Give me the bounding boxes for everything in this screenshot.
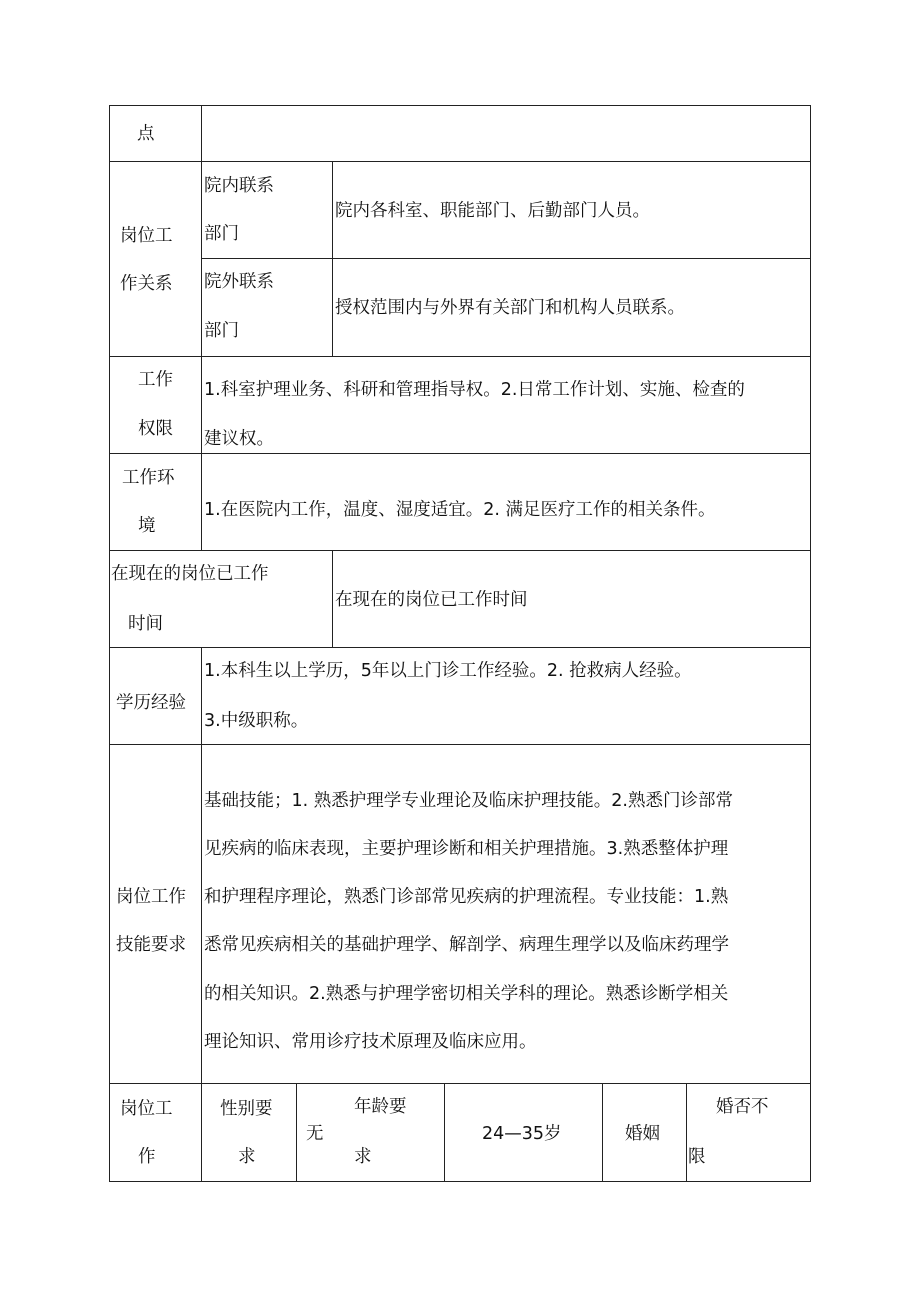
- authority-label-line2: 权限: [138, 419, 173, 439]
- tenure-label-line1: 在现在的岗位已工作: [111, 564, 269, 584]
- internal-contact-label-line2: 部门: [204, 224, 239, 244]
- internal-contact-label-line1: 院内联系: [204, 176, 274, 196]
- authority-value-line2: 建议权。: [204, 429, 274, 449]
- gender-value: 无: [306, 1124, 324, 1144]
- marriage-value-line2: 限: [688, 1147, 706, 1167]
- education-label: 学历经验: [116, 693, 186, 713]
- environment-label-line2: 境: [138, 516, 156, 536]
- education-value-line2: 3.中级职称。: [204, 711, 309, 731]
- gender-label-line1: 性别要: [220, 1099, 273, 1119]
- skills-line: 见疾病的临床表现，主要护理诊断和相关护理措施。3.熟悉整体护理: [204, 839, 729, 859]
- authority-label-line1: 工作: [138, 370, 173, 390]
- age-value: 24—35岁: [482, 1124, 562, 1144]
- skills-line: 的相关知识。2.熟悉与护理学密切相关学科的理论。熟悉诊断学相关: [204, 984, 729, 1004]
- skills-line: 悉常见疾病相关的基础护理学、解剖学、病理生理学以及临床药理学: [204, 935, 729, 955]
- skills-label-line1: 岗位工作: [116, 887, 186, 907]
- gender-label-line2: 求: [238, 1147, 256, 1167]
- age-label-line1: 年龄要: [354, 1097, 407, 1117]
- external-contact-label-line1: 院外联系: [204, 272, 274, 292]
- skills-line: 和护理程序理论，熟悉门诊部常见疾病的护理流程。专业技能：1.熟: [204, 887, 729, 907]
- external-contact-value: 授权范围内与外界有关部门和机构人员联系。: [335, 298, 685, 318]
- skills-line: 基础技能；1. 熟悉护理学专业理论及临床护理技能。2.熟悉门诊部常: [204, 791, 733, 811]
- environment-value: 1.在医院内工作，温度、湿度适宜。2. 满足医疗工作的相关条件。: [204, 500, 716, 520]
- tenure-value: 在现在的岗位已工作时间: [335, 590, 528, 610]
- skills-label-line2: 技能要求: [116, 935, 186, 955]
- point-label-cell: [109, 105, 202, 162]
- point-label: 点: [137, 124, 155, 144]
- internal-contact-value: 院内各科室、职能部门、后勤部门人员。: [335, 201, 650, 221]
- requirements-label-line2: 作: [138, 1147, 156, 1167]
- education-value-line1: 1.本科生以上学历，5年以上门诊工作经验。2. 抢救病人经验。: [204, 661, 692, 681]
- point-value-cell: [201, 105, 811, 162]
- age-label-line2: 求: [354, 1147, 372, 1167]
- authority-value-line1: 1.科室护理业务、科研和管理指导权。2.日常工作计划、实施、检查的: [204, 380, 745, 400]
- skills-line: 理论知识、常用诊疗技术原理及临床应用。: [204, 1032, 537, 1052]
- marriage-label: 婚姻: [625, 1124, 660, 1144]
- marriage-value-line1: 婚否不: [716, 1097, 769, 1117]
- relations-label-line2: 作关系: [120, 274, 173, 294]
- tenure-label-line2: 时间: [128, 614, 163, 634]
- requirements-label-line1: 岗位工: [120, 1099, 173, 1119]
- environment-label-line1: 工作环: [122, 468, 175, 488]
- relations-label-line1: 岗位工: [120, 226, 173, 246]
- external-contact-label-line2: 部门: [204, 321, 239, 341]
